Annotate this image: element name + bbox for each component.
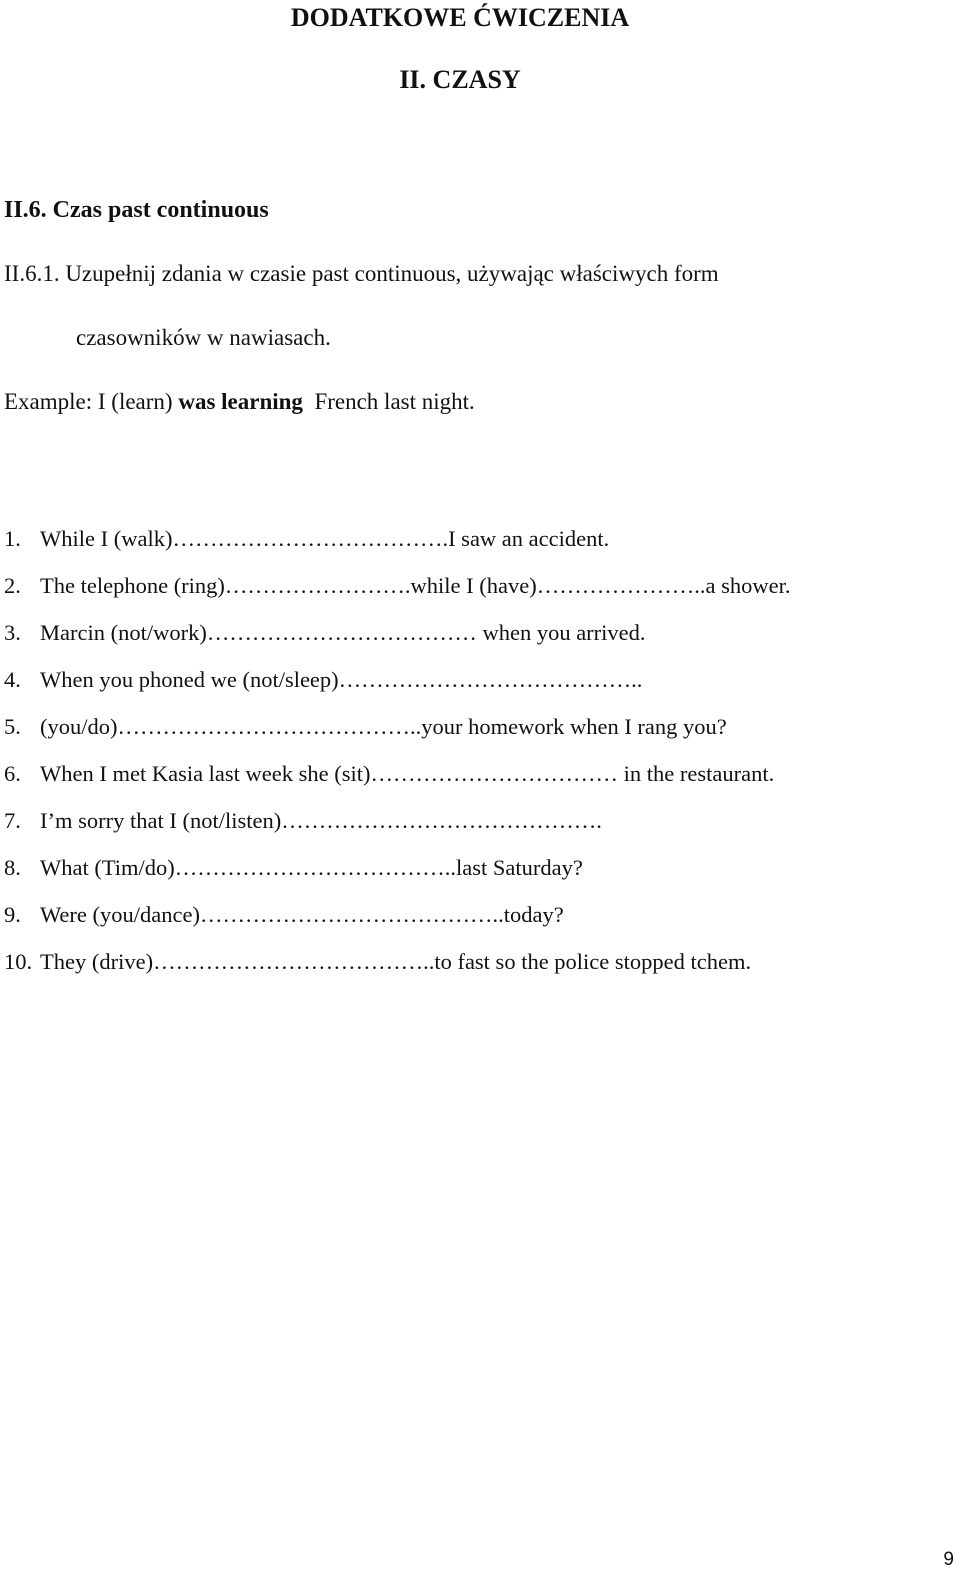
item-number: 7.: [4, 808, 21, 833]
item-text: I’m sorry that I (not/listen)…………………………………….: [40, 808, 602, 833]
exercise-item: [4, 938, 790, 985]
document-subtitle: II. CZASY: [399, 65, 521, 94]
example-sentence: [4, 387, 475, 417]
exercise-item: [4, 609, 790, 656]
document-title: DODATKOWE ĆWICZENIA: [290, 3, 630, 32]
example-suffix: French last night.: [302, 389, 475, 414]
item-text: What (Tim/do)………………………………..last Saturday?: [40, 855, 583, 880]
item-text: The telephone (ring)…………………….while I (have)…………………..a shower.: [40, 573, 791, 598]
item-text: When you phoned we (not/sleep)…………………………………..: [40, 667, 643, 692]
item-number: 6.: [4, 761, 21, 786]
item-number: 4.: [4, 667, 21, 692]
item-number: 8.: [4, 855, 21, 880]
exercise-item: [4, 515, 790, 562]
exercise-item: [4, 656, 790, 703]
item-number: 10.: [4, 949, 33, 974]
instruction-line-2: czasowników w nawiasach.: [76, 325, 331, 350]
item-text: When I met Kasia last week she (sit)…………………………… in the restaurant.: [40, 761, 775, 786]
exercise-item: [4, 797, 790, 844]
exercise-item: [4, 750, 790, 797]
item-text: While I (walk)……………………………….I saw an accident.: [40, 526, 610, 551]
example-answer: was learning: [178, 389, 303, 414]
item-number: 9.: [4, 902, 21, 927]
item-number: 5.: [4, 714, 21, 739]
item-number: 3.: [4, 620, 21, 645]
section-heading: II.6. Czas past continuous: [4, 197, 269, 223]
instruction-line-1: II.6.1. Uzupełnij zdania w czasie past continuous, używając właściwych form: [4, 261, 719, 286]
item-number: 1.: [4, 526, 21, 551]
item-number: 2.: [4, 573, 21, 598]
item-text: Marcin (not/work)……………………………… when you arrived.: [40, 620, 646, 645]
exercise-item: [4, 844, 790, 891]
exercise-item: [4, 891, 790, 938]
exercise-item: [4, 703, 790, 750]
item-text: (you/do)…………………………………..your homework when I rang you?: [40, 714, 727, 739]
page-number: 9: [943, 1549, 954, 1570]
exercise-list: [4, 515, 790, 985]
example-prefix: Example: I (learn): [4, 389, 179, 414]
item-text: Were (you/dance)…………………………………..today?: [40, 902, 564, 927]
exercise-item: [4, 562, 790, 609]
item-text: They (drive)………………………………..to fast so the police stopped tchem.: [40, 949, 752, 974]
